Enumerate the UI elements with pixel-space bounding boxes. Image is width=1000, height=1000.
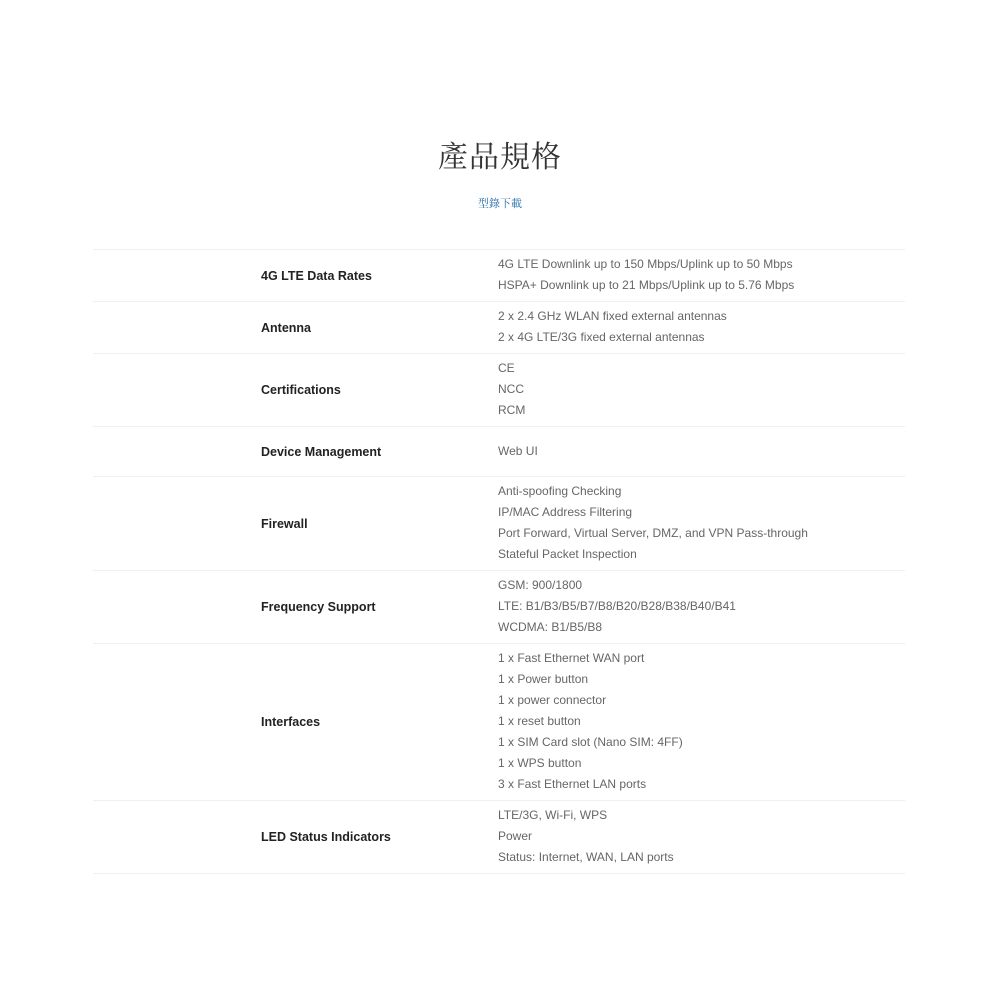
- spec-values: [394, 801, 905, 874]
- spec-value: Port Forward, Virtual Server, DMZ, and VPN Pass-through: [498, 526, 808, 540]
- spec-label: Frequency Support: [261, 600, 376, 614]
- spec-values: [394, 644, 905, 801]
- spec-value: IP/MAC Address Filtering: [498, 505, 633, 519]
- spec-row-frequency-support: [93, 571, 905, 644]
- spec-value: HSPA+ Downlink up to 21 Mbps/Uplink up to 5.76 Mbps: [498, 278, 795, 292]
- spec-label: Interfaces: [261, 715, 321, 729]
- spec-row-certifications: [93, 354, 905, 427]
- spec-label: Firewall: [261, 516, 308, 531]
- spec-value: Web UI: [498, 444, 538, 458]
- spec-value: LTE/3G, Wi-Fi, WPS: [498, 808, 608, 822]
- spec-row-antenna: [93, 302, 905, 354]
- spec-value: 2 x 4G LTE/3G fixed external antennas: [498, 330, 705, 344]
- spec-value: Status: Internet, WAN, LAN ports: [498, 850, 674, 864]
- spec-value: WCDMA: B1/B5/B8: [498, 620, 603, 634]
- spec-row-device-management: [93, 427, 905, 477]
- download-link-container: [0, 196, 1000, 212]
- spec-label: 4G LTE Data Rates: [261, 268, 372, 283]
- catalog-download-link[interactable]: 型錄下載: [478, 197, 522, 210]
- spec-value: Power: [498, 829, 533, 843]
- spec-values: [394, 250, 905, 302]
- spec-value: GSM: 900/1800: [498, 578, 583, 592]
- spec-value: CE: [498, 361, 515, 375]
- spec-values: [394, 571, 905, 644]
- spec-value: 1 x power connector: [498, 693, 607, 707]
- spec-label: Device Management: [261, 444, 382, 459]
- spec-label: Certifications: [261, 383, 341, 397]
- spec-value: RCM: [498, 403, 526, 417]
- spec-value: 2 x 2.4 GHz WLAN fixed external antennas: [498, 309, 727, 323]
- spec-value: 1 x reset button: [498, 714, 581, 728]
- spec-value: 4G LTE Downlink up to 150 Mbps/Uplink up to 50 Mbps: [498, 257, 793, 271]
- spec-value: 1 x Power button: [498, 672, 589, 686]
- spec-values: [394, 427, 905, 477]
- spec-value: 1 x Fast Ethernet WAN port: [498, 651, 645, 665]
- spec-value: NCC: [498, 382, 524, 396]
- spec-value: Anti-spoofing Checking: [498, 484, 622, 498]
- spec-row-data-rates: [93, 250, 905, 302]
- spec-label: LED Status Indicators: [261, 830, 391, 844]
- spec-value: 1 x SIM Card slot (Nano SIM: 4FF): [498, 735, 683, 749]
- spec-row-firewall: [93, 477, 905, 571]
- spec-value: Stateful Packet Inspection: [498, 547, 637, 561]
- page-title: 產品規格: [438, 140, 562, 175]
- spec-label: Antenna: [261, 320, 311, 335]
- spec-values: [394, 302, 905, 354]
- spec-row-led-status: [93, 801, 905, 874]
- spec-value: 3 x Fast Ethernet LAN ports: [498, 777, 647, 791]
- spec-table-body: [93, 250, 905, 874]
- spec-table: [93, 249, 905, 874]
- spec-value: LTE: B1/B3/B5/B7/B8/B20/B28/B38/B40/B41: [498, 599, 736, 613]
- spec-values: [394, 477, 905, 571]
- spec-values: [394, 354, 905, 427]
- spec-value: 1 x WPS button: [498, 756, 582, 770]
- spec-row-interfaces: [93, 644, 905, 801]
